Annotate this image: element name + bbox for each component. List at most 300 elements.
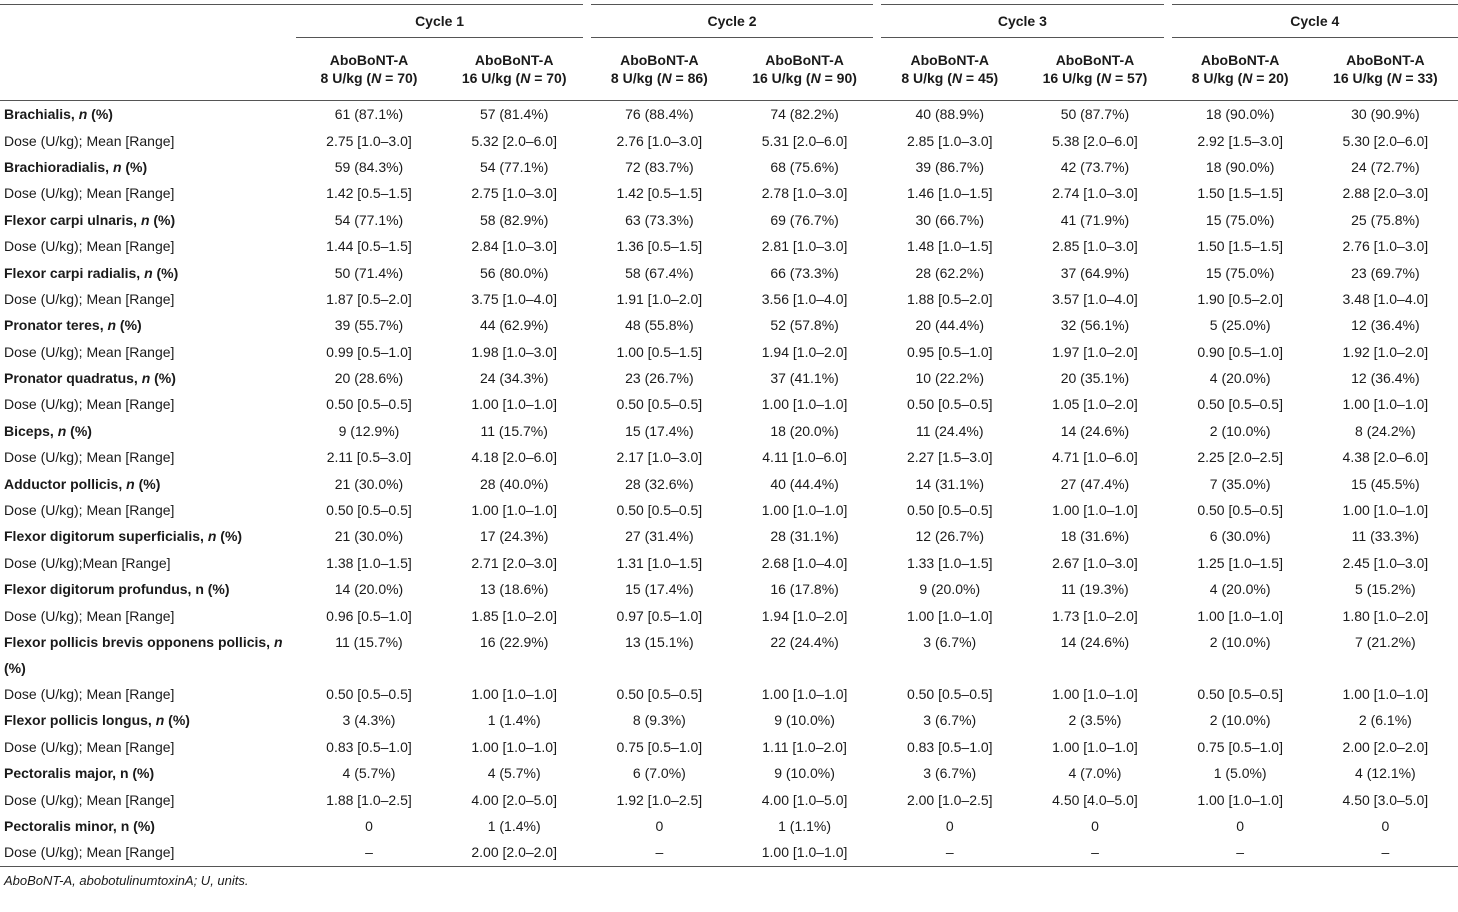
- dose-row: [0, 839, 1458, 866]
- table-cell: 69 (76.7%): [770, 211, 839, 228]
- table-cell: 42 (73.7%): [1060, 158, 1130, 175]
- table-cell: 20 (44.4%): [915, 317, 984, 334]
- table-cell: 14 (24.6%): [1060, 633, 1130, 650]
- group-n-mark: N: [520, 70, 531, 86]
- dose-row: [0, 444, 1458, 470]
- group-count: = 33): [1401, 70, 1438, 86]
- table-cell: 1 (1.4%): [487, 712, 541, 729]
- table-cell: 2.45 [1.0–3.0]: [1342, 554, 1429, 571]
- muscle-name: [0, 629, 296, 681]
- row-label-text: Dose (U/kg); Mean [Range]: [4, 396, 175, 413]
- table-cell: 15 (75.0%): [1205, 211, 1275, 228]
- muscle-row: [0, 101, 1458, 128]
- table-cell: 4 (20.0%): [1209, 581, 1271, 598]
- table-cell: 2.75 [1.0–3.0]: [471, 185, 557, 202]
- table-cell: 0.50 [0.5–0.5]: [616, 686, 703, 702]
- table-cell: 20 (28.6%): [334, 370, 404, 387]
- muscle-row: [0, 418, 1458, 444]
- table-cell: 2.81 [1.0–3.0]: [761, 238, 848, 255]
- muscle-row: [0, 707, 1458, 733]
- dose-label: [0, 681, 296, 707]
- muscle-name: [0, 523, 296, 549]
- table-cell: 2 (10.0%): [1209, 422, 1271, 439]
- dose-label: [0, 444, 296, 470]
- table-cell: 1.00 [1.0–1.0]: [471, 502, 557, 519]
- group-count: = 20): [1252, 70, 1289, 86]
- table-cell: 0.95 [0.5–1.0]: [906, 343, 993, 360]
- table-cell: 3 (4.3%): [342, 712, 396, 729]
- table-cell: 1.87 [0.5–2.0]: [326, 290, 412, 307]
- table-cell: 12 (26.7%): [915, 528, 984, 545]
- row-label-suffix: (%): [4, 659, 26, 676]
- row-label-text: Flexor digitorum superficialis,: [4, 528, 208, 545]
- table-cell: 2.27 [1.5–3.0]: [906, 449, 993, 466]
- group-n-mark: N: [810, 70, 821, 86]
- group-dose: [1168, 69, 1313, 87]
- table-cell: 37 (41.1%): [770, 370, 839, 387]
- table-cell: 1.00 [1.0–1.0]: [906, 607, 993, 624]
- table-cell: 5.30 [2.0–6.0]: [1342, 132, 1429, 149]
- table-cell: 74 (82.2%): [770, 106, 839, 123]
- row-n-mark: n: [273, 633, 283, 650]
- table-cell: 2.84 [1.0–3.0]: [471, 238, 557, 255]
- row-n-mark: n: [144, 264, 153, 281]
- dose-row: [0, 681, 1458, 707]
- table-cell: 23 (69.7%): [1351, 264, 1420, 281]
- table-cell: 2.00 [2.0–2.0]: [442, 839, 587, 866]
- row-label-text: Dose (U/kg); Mean [Range]: [4, 185, 175, 202]
- table-cell: 0: [655, 817, 664, 834]
- table-cell: 1.00 [1.0–1.0]: [1342, 686, 1429, 702]
- row-label-text: Brachioradialis,: [4, 158, 113, 175]
- row-n-mark: n: [207, 528, 217, 545]
- dose-row: [0, 233, 1458, 259]
- table-cell: 1.92 [1.0–2.5]: [616, 791, 703, 808]
- group-drug: AboBoNT-A: [765, 52, 844, 68]
- table-cell: 2.78 [1.0–3.0]: [761, 185, 848, 202]
- cycle-3-header: Cycle 3: [877, 5, 1167, 38]
- group-count: = 70): [381, 70, 418, 86]
- cycle-1-header: Cycle 1: [296, 5, 586, 38]
- table-cell: 1.91 [1.0–2.0]: [616, 290, 703, 307]
- table-cell: 0.83 [0.5–1.0]: [906, 738, 993, 755]
- muscle-row: [0, 365, 1458, 391]
- row-label-text: Dose (U/kg); Mean [Range]: [4, 449, 175, 466]
- muscle-row: [0, 760, 1458, 786]
- row-label-text: Pectoralis major, n (%): [4, 765, 155, 782]
- muscle-name: [0, 813, 296, 839]
- table-cell: 0.50 [0.5–0.5]: [1197, 396, 1283, 413]
- dose-row: [0, 734, 1458, 760]
- table-cell: 16 (17.8%): [770, 581, 839, 598]
- table-cell: 2.75 [1.0–3.0]: [326, 132, 412, 149]
- group-dose-text: 16 U/kg (: [752, 70, 811, 86]
- row-label-text: Dose (U/kg); Mean [Range]: [4, 686, 175, 702]
- muscle-name: [0, 760, 296, 786]
- table-cell: 1.00 [1.0–1.0]: [1052, 738, 1138, 755]
- table-cell: 1.00 [1.0–1.0]: [1052, 686, 1138, 702]
- table-cell: 1.36 [0.5–1.5]: [616, 238, 703, 255]
- muscle-row: [0, 523, 1458, 549]
- group-drug: AboBoNT-A: [620, 52, 699, 68]
- table-cell: 9 (10.0%): [774, 765, 835, 782]
- table-cell: 28 (32.6%): [625, 475, 694, 492]
- table-cell: 0.50 [0.5–0.5]: [1197, 502, 1283, 519]
- table-cell: –: [296, 839, 441, 866]
- table-cell: 1.88 [0.5–2.0]: [906, 290, 993, 307]
- group-dose: [1313, 69, 1458, 87]
- muscle-row: [0, 576, 1458, 602]
- table-cell: 3.75 [1.0–4.0]: [471, 290, 557, 307]
- row-label-suffix: (%): [121, 158, 148, 175]
- table-cell: 20 (35.1%): [1060, 370, 1130, 387]
- table-cell: 1.33 [1.0–1.5]: [906, 554, 993, 571]
- table-cell: 2.76 [1.0–3.0]: [616, 132, 703, 149]
- table-cell: 11 (15.7%): [480, 422, 548, 439]
- table-cell: 0: [1091, 817, 1099, 834]
- table-cell: 0.99 [0.5–1.0]: [326, 343, 412, 360]
- table-cell: 27 (47.4%): [1060, 475, 1130, 492]
- table-cell: 3.48 [1.0–4.0]: [1342, 290, 1429, 307]
- row-label-text: Dose (U/kg); Mean [Range]: [4, 607, 175, 624]
- group-drug: AboBoNT-A: [910, 52, 990, 68]
- dose-row: [0, 339, 1458, 365]
- table-cell: 30 (66.7%): [915, 211, 984, 228]
- table-cell: 1.00 [1.0–1.0]: [732, 839, 877, 866]
- table-cell: 72 (83.7%): [625, 158, 694, 175]
- table-cell: 21 (30.0%): [334, 475, 404, 492]
- row-label-text: Biceps,: [4, 422, 58, 439]
- table-cell: 30 (90.9%): [1351, 106, 1420, 123]
- dose-row: [0, 180, 1458, 206]
- table-cell: 1.44 [0.5–1.5]: [326, 238, 412, 255]
- group-header: [1168, 38, 1313, 101]
- table-cell: 1.42 [0.5–1.5]: [326, 185, 412, 202]
- group-n-mark: N: [1242, 70, 1253, 86]
- row-n-mark: n: [155, 712, 165, 729]
- table-cell: 2.76 [1.0–3.0]: [1342, 238, 1429, 255]
- group-count: = 90): [820, 70, 857, 86]
- table-cell: 1.00 [1.0–1.0]: [761, 686, 848, 702]
- group-dose-text: 8 U/kg (: [901, 70, 952, 86]
- table-cell: 5.32 [2.0–6.0]: [471, 132, 557, 149]
- row-label-text: Pronator teres,: [4, 317, 108, 334]
- table-cell: 28 (62.2%): [915, 264, 984, 281]
- row-label-text: Dose (U/kg);Mean [Range]: [4, 554, 171, 571]
- group-dose: [732, 69, 877, 87]
- table-cell: 2 (10.0%): [1209, 712, 1271, 729]
- table-cell: 4 (5.7%): [487, 765, 541, 782]
- table-cell: 63 (73.3%): [625, 211, 694, 228]
- corner-cell: [0, 5, 296, 38]
- table-cell: 6 (7.0%): [632, 765, 686, 782]
- table-cell: 15 (75.0%): [1205, 264, 1275, 281]
- table-cell: 4.18 [2.0–6.0]: [471, 449, 557, 466]
- dose-row: [0, 786, 1458, 812]
- table-cell: 28 (31.1%): [770, 528, 839, 545]
- table-cell: 1.94 [1.0–2.0]: [761, 607, 848, 624]
- group-header: [296, 38, 441, 101]
- muscle-row: [0, 629, 1458, 681]
- row-label-suffix: (%): [134, 475, 161, 492]
- table-cell: 32 (56.1%): [1060, 317, 1130, 334]
- table-cell: 0: [365, 817, 373, 834]
- group-dose-text: 8 U/kg (: [320, 70, 372, 86]
- group-dose-text: 16 U/kg (: [1333, 70, 1392, 86]
- table-cell: 0.50 [0.5–0.5]: [906, 502, 993, 519]
- table-cell: 23 (26.7%): [625, 370, 694, 387]
- row-n-mark: n: [78, 106, 88, 123]
- table-cell: 3 (6.7%): [923, 712, 977, 729]
- table-cell: 14 (24.6%): [1060, 422, 1130, 439]
- table-cell: 0.75 [0.5–1.0]: [1197, 738, 1283, 755]
- group-header: [1022, 38, 1167, 101]
- dose-label: [0, 339, 296, 365]
- table-cell: 18 (90.0%): [1205, 106, 1275, 123]
- row-label-suffix: (%): [164, 712, 190, 729]
- table-cell: 54 (77.1%): [479, 158, 549, 175]
- table-cell: 2.74 [1.0–3.0]: [1052, 185, 1138, 202]
- muscle-name: [0, 259, 296, 285]
- table-cell: 18 (20.0%): [770, 422, 839, 439]
- row-label-suffix: (%): [149, 211, 176, 228]
- table-cell: 54 (77.1%): [334, 211, 404, 228]
- table-cell: 4.71 [1.0–6.0]: [1052, 449, 1138, 466]
- row-label-text: Adductor pollicis,: [4, 475, 127, 492]
- table-cell: 24 (72.7%): [1351, 158, 1420, 175]
- table-cell: 1.88 [1.0–2.5]: [326, 791, 412, 808]
- group-header: [442, 38, 587, 101]
- dose-label: [0, 497, 296, 523]
- table-cell: 4 (7.0%): [1068, 765, 1122, 782]
- dose-label: [0, 391, 296, 417]
- group-n-mark: N: [1391, 70, 1402, 86]
- row-label-suffix: (%): [150, 370, 176, 387]
- muscle-name: [0, 312, 296, 338]
- table-cell: 59 (84.3%): [334, 158, 404, 175]
- group-count: = 57): [1111, 70, 1148, 86]
- table-cell: 8 (9.3%): [632, 712, 686, 729]
- row-label-text: Flexor pollicis brevis opponens pollicis,: [4, 633, 274, 650]
- table-cell: 16 (22.9%): [479, 633, 549, 650]
- table-cell: 5.38 [2.0–6.0]: [1052, 132, 1138, 149]
- corner-cell-2: [0, 38, 296, 101]
- dose-label: [0, 550, 296, 576]
- muscle-row: [0, 470, 1458, 496]
- table-cell: 66 (73.3%): [770, 264, 839, 281]
- row-label-suffix: (%): [216, 528, 243, 545]
- table-cell: 44 (62.9%): [479, 317, 549, 334]
- muscle-name: [0, 101, 296, 128]
- table-cell: 15 (17.4%): [625, 422, 694, 439]
- table-cell: 0.50 [0.5–0.5]: [326, 686, 412, 702]
- table-cell: 15 (45.5%): [1351, 475, 1420, 492]
- table-cell: 1 (1.1%): [778, 817, 832, 834]
- table-cell: 0.90 [0.5–1.0]: [1197, 343, 1283, 360]
- table-cell: 1.92 [1.0–2.0]: [1342, 343, 1429, 360]
- table-cell: 5 (15.2%): [1355, 581, 1416, 598]
- dose-row: [0, 127, 1458, 153]
- table-cell: 1.11 [1.0–2.0]: [762, 738, 847, 755]
- table-cell: 2.85 [1.0–3.0]: [1052, 238, 1138, 255]
- row-label-text: Dose (U/kg); Mean [Range]: [4, 502, 175, 519]
- table-cell: 52 (57.8%): [770, 317, 839, 334]
- table-cell: 7 (35.0%): [1209, 475, 1271, 492]
- dose-label: [0, 602, 296, 628]
- muscle-name: [0, 470, 296, 496]
- table-cell: 5.31 [2.0–6.0]: [761, 132, 848, 149]
- table-cell: 3 (6.7%): [923, 633, 977, 650]
- row-n-mark: n: [140, 211, 150, 228]
- table-cell: 10 (22.2%): [915, 370, 984, 387]
- table-cell: 40 (44.4%): [770, 475, 839, 492]
- table-cell: 48 (55.8%): [625, 317, 694, 334]
- table-cell: 15 (17.4%): [625, 581, 694, 598]
- table-cell: 1.97 [1.0–2.0]: [1052, 343, 1138, 360]
- group-dose-text: 8 U/kg (: [1191, 70, 1243, 86]
- cycle-2-header: Cycle 2: [587, 5, 877, 38]
- table-cell: 2.88 [2.0–3.0]: [1342, 185, 1429, 202]
- table-cell: 4.50 [4.0–5.0]: [1052, 791, 1138, 808]
- table-cell: 4 (5.7%): [342, 765, 396, 782]
- table-cell: 3 (6.7%): [923, 765, 977, 782]
- table-cell: 4 (12.1%): [1355, 765, 1416, 782]
- table-cell: 4.50 [3.0–5.0]: [1342, 791, 1429, 808]
- row-label-text: Pectoralis minor, n (%): [4, 817, 155, 834]
- table-cell: –: [587, 839, 732, 866]
- muscle-row: [0, 259, 1458, 285]
- table-cell: 0: [1236, 817, 1245, 834]
- table-cell: 1.90 [0.5–2.0]: [1197, 290, 1283, 307]
- table-cell: 9 (10.0%): [774, 712, 835, 729]
- row-label-text: Flexor digitorum profundus, n (%): [4, 581, 230, 598]
- table-cell: 1.73 [1.0–2.0]: [1052, 607, 1138, 624]
- table-cell: 12 (36.4%): [1351, 317, 1420, 334]
- table-cell: 37 (64.9%): [1060, 264, 1130, 281]
- cycle-header-row: [0, 5, 1458, 38]
- group-dose: [1022, 69, 1167, 87]
- table-cell: 56 (80.0%): [479, 264, 549, 281]
- group-dose-text: 16 U/kg (: [1042, 70, 1101, 86]
- table-cell: 17 (24.3%): [479, 528, 549, 545]
- table-cell: 0.50 [0.5–0.5]: [326, 502, 412, 519]
- dose-row: [0, 497, 1458, 523]
- table-cell: 1.00 [1.0–1.0]: [471, 396, 557, 413]
- table-cell: 2 (6.1%): [1358, 712, 1412, 729]
- muscle-name: [0, 207, 296, 233]
- table-cell: 0.75 [0.5–1.0]: [616, 738, 703, 755]
- table-cell: 1.94 [1.0–2.0]: [761, 343, 848, 360]
- group-count: = 70): [530, 70, 567, 86]
- group-drug: AboBoNT-A: [474, 52, 554, 68]
- table-cell: 11 (15.7%): [335, 633, 403, 650]
- table-cell: 9 (20.0%): [919, 581, 981, 598]
- table-cell: 1.98 [1.0–3.0]: [471, 343, 557, 360]
- table-cell: 2.00 [2.0–2.0]: [1342, 738, 1429, 755]
- row-label-text: Dose (U/kg); Mean [Range]: [4, 290, 175, 307]
- table-cell: –: [877, 839, 1022, 866]
- muscle-row: [0, 312, 1458, 338]
- table-cell: 1.00 [1.0–1.0]: [471, 686, 557, 702]
- table-cell: 41 (71.9%): [1060, 211, 1130, 228]
- table-cell: 4 (20.0%): [1209, 370, 1271, 387]
- table-cell: 24 (34.3%): [479, 370, 549, 387]
- group-drug: AboBoNT-A: [1055, 52, 1135, 68]
- table-cell: –: [1168, 839, 1313, 866]
- table-cell: 1.80 [1.0–2.0]: [1342, 607, 1429, 624]
- muscle-name: [0, 365, 296, 391]
- group-count: = 86): [671, 70, 708, 86]
- table-cell: 1.46 [1.0–1.5]: [906, 185, 993, 202]
- table-cell: 18 (31.6%): [1060, 528, 1130, 545]
- table-cell: 1.00 [1.0–1.0]: [1052, 502, 1138, 519]
- dose-label: [0, 734, 296, 760]
- table-cell: 13 (18.6%): [479, 581, 549, 598]
- row-label-text: Dose (U/kg); Mean [Range]: [4, 844, 175, 861]
- table-cell: 1.00 [1.0–1.0]: [471, 738, 557, 755]
- dose-label: [0, 839, 296, 866]
- table-cell: 1.00 [1.0–1.0]: [761, 396, 848, 413]
- group-dose-text: 16 U/kg (: [461, 70, 521, 86]
- muscle-row: [0, 207, 1458, 233]
- table-cell: 39 (86.7%): [915, 158, 984, 175]
- table-cell: 0: [945, 817, 954, 834]
- row-n-mark: n: [141, 370, 151, 387]
- table-cell: 1.31 [1.0–1.5]: [616, 554, 703, 571]
- row-label-suffix: (%): [66, 422, 92, 439]
- table-cell: 1.00 [1.0–1.0]: [1342, 396, 1429, 413]
- dose-table: [0, 4, 1458, 867]
- table-cell: 4.00 [1.0–5.0]: [761, 791, 848, 808]
- table-cell: 2.71 [2.0–3.0]: [471, 554, 557, 571]
- table-cell: 1.05 [1.0–2.0]: [1052, 396, 1138, 413]
- table-cell: 1.25 [1.0–1.5]: [1197, 554, 1283, 571]
- table-cell: 1.50 [1.5–1.5]: [1197, 238, 1283, 255]
- group-dose: [296, 69, 441, 87]
- group-dose: [442, 69, 587, 87]
- row-label-suffix: (%): [87, 106, 113, 123]
- table-cell: 8 (24.2%): [1355, 422, 1416, 439]
- table-cell: 6 (30.0%): [1209, 528, 1271, 545]
- table-cell: 2.00 [1.0–2.5]: [906, 791, 993, 808]
- cycle-4-header: Cycle 4: [1168, 5, 1458, 38]
- group-header: [1313, 38, 1458, 101]
- dose-row: [0, 550, 1458, 576]
- row-label-text: Dose (U/kg); Mean [Range]: [4, 132, 175, 149]
- table-cell: 14 (20.0%): [334, 581, 404, 598]
- group-header-row: [0, 38, 1458, 101]
- group-n-mark: N: [371, 70, 382, 86]
- group-dose: [587, 69, 732, 87]
- table-cell: 2.11 [0.5–3.0]: [326, 449, 412, 466]
- dose-label: [0, 786, 296, 812]
- row-n-mark: n: [112, 158, 122, 175]
- dose-label: [0, 127, 296, 153]
- table-cell: 11 (19.3%): [1061, 581, 1129, 598]
- row-label-text: Pronator quadratus,: [4, 370, 142, 387]
- table-cell: 2.92 [1.5–3.0]: [1197, 132, 1283, 149]
- table-cell: 4.00 [2.0–5.0]: [471, 791, 557, 808]
- table-cell: 5 (25.0%): [1209, 317, 1271, 334]
- table-cell: 11 (33.3%): [1351, 528, 1420, 545]
- table-cell: 4.38 [2.0–6.0]: [1342, 449, 1429, 466]
- table-cell: 18 (90.0%): [1205, 158, 1275, 175]
- table-cell: 3.56 [1.0–4.0]: [761, 290, 848, 307]
- muscle-row: [0, 154, 1458, 180]
- table-cell: 1.00 [0.5–1.5]: [616, 343, 703, 360]
- row-label-text: Brachialis,: [4, 106, 79, 123]
- table-cell: 1 (5.0%): [1213, 765, 1267, 782]
